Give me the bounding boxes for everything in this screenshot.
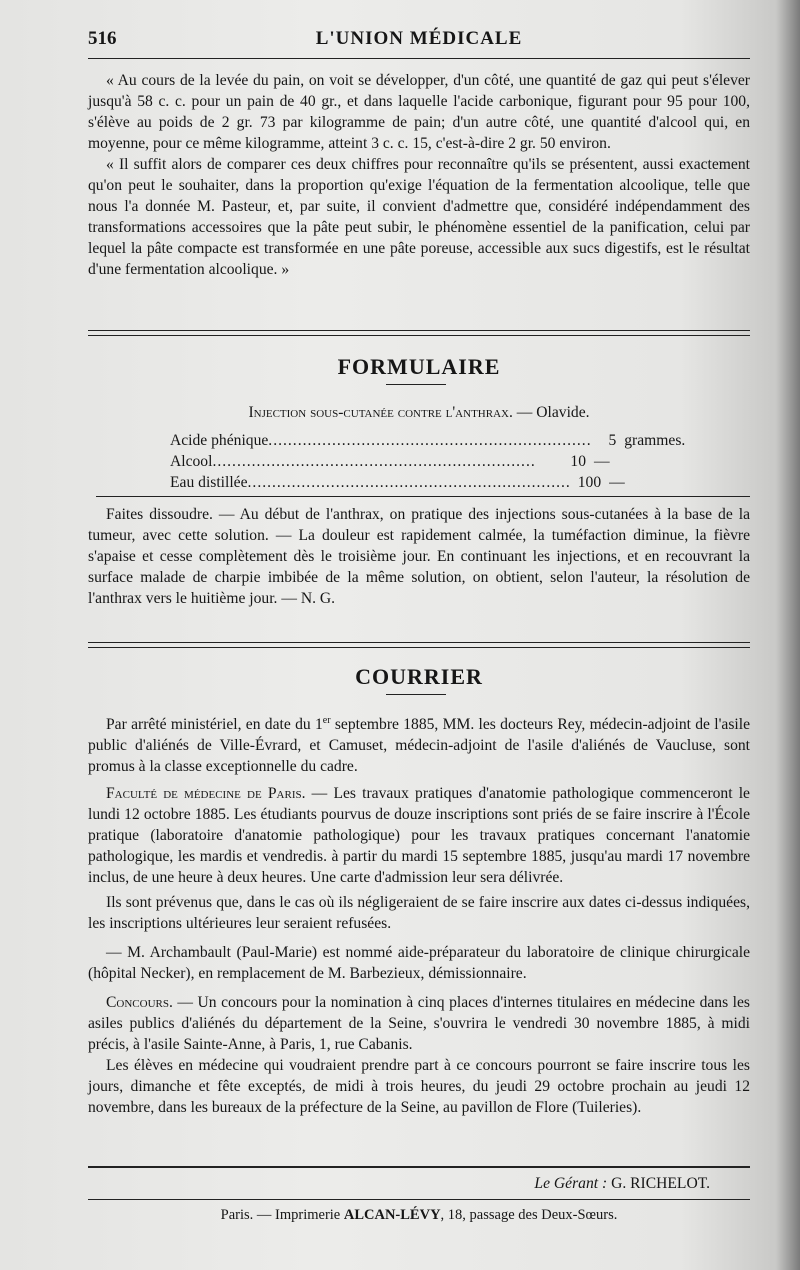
news-text: — Un concours pour la nomination à cinq places d'internes titulaires en médecine dans les asiles publics d'aliénés du département de la Seine, s'ouvrira le vendredi 30 novembre 1885, à midi précis, à l'asile Sainte-Anne, à Paris, 1, rue Cabanis. [88, 994, 750, 1054]
title-underline [386, 694, 446, 695]
ingredient-unit: — [609, 474, 625, 491]
leader-dots: .................................................................. [212, 453, 536, 470]
leader-dots: .................................................................. [268, 432, 592, 449]
formula-name: Injection sous-cutanée contre l'anthrax. [248, 404, 513, 421]
ingredient-list [170, 430, 690, 493]
formula-instructions: Faites dissoudre. — Au début de l'anthrax, on pratique des injections sous-cutanées à la base de la tumeur, avec cette solution. — La douleur est rapidement calmée, la tuméfaction diminue, la fièvre s'apaise et cesse complètement dès le troisième jour. En continuant les injections, et en recouvrant la surface malade de charpie imbibée de la même solution, on obtient, selon l'auteur, la résolution de l'anthrax vers le huitième jour. — N. G. [88, 506, 750, 607]
courrier-title: COURRIER [355, 664, 483, 689]
ordinal-suffix: er [322, 715, 331, 726]
news-item: Ils sont prévenus que, dans le cas où ils négligeraient de se faire inscrire aux dates ci-dessus indiquées, les inscriptions ultérieures leur seraient refusées. [88, 894, 750, 933]
news-lead: Faculté de médecine de Paris. [106, 785, 306, 803]
news-lead: Concours. [106, 994, 173, 1012]
quote-paragraph: « Il suffit alors de comparer ces deux chiffres pour reconnaître qu'ils se présentent, aussi exactement qu'on peut le souhaiter, dans la proportion qu'exige l'équation de la fermentation alcoolique, telle que nous l'a donnée M. Pasteur, et, par suite, il convient d'admettre que, considéré indépendamment des transformations accessoires que la pâte peut subir, le phénomène essentiel de la panification, celui par lequel la pâte compacte est transformée en une pâte poreuse, accessible aux sucs digestifs, est le résultat d'une fermentation alcoolique. » [88, 156, 750, 278]
footer-rule [88, 1166, 750, 1168]
leader-dots: .................................................................. [247, 474, 571, 491]
gerant-name: G. RICHELOT. [611, 1175, 710, 1192]
formula-rule [96, 496, 750, 497]
quote-block [88, 70, 750, 280]
ingredient-row [170, 430, 690, 451]
ingredient-unit: — [594, 453, 610, 470]
imprint-text: , 18, passage des Deux-Sœurs. [440, 1207, 618, 1223]
printer-name: ALCAN-LÉVY [343, 1207, 441, 1223]
quote-paragraph: « Au cours de la levée du pain, on voit se développer, d'un côté, une quantité de gaz qui peut s'élever jusqu'à 58 c. c. pour un pain de 40 gr., et dans laquelle l'acide carbonique, figurant pour 95 pour 100, s'élève au poids de 2 gr. 73 par kilogramme de pain; d'un autre côté, une quantité d'alcool qui, en moyenne, pour ce même kilogramme, atteint 3 c. c. 15, c'est-à-dire 2 gr. 50 environ. [88, 72, 750, 152]
gerant-signature [88, 1175, 710, 1193]
section-divider [88, 642, 750, 648]
news-text: septembre 1885, MM. les docteurs Rey, médecin-adjoint de l'asile public d'aliénés de Ville-Évrard, et Camuset, médecin-adjoint de l'asile d'aliénés de Vaucluse, sont promus à la classe exceptionnelle du cadre. [88, 716, 750, 776]
ingredient-unit: grammes. [624, 432, 686, 449]
ingredient-name: Eau distillée [170, 474, 248, 491]
news-text: Par arrêté ministériel, en date du 1 [106, 716, 323, 734]
title-underline [386, 384, 446, 385]
ingredient-name: Alcool [170, 453, 213, 470]
imprint-rule [88, 1199, 750, 1200]
news-item [88, 783, 750, 888]
imprint-text: Paris. — Imprimerie [220, 1207, 344, 1223]
news-item [88, 992, 750, 1055]
news-item [88, 710, 750, 777]
news-item: — M. Archambault (Paul-Marie) est nommé aide-préparateur du laboratoire de clinique chirurgicale (hôpital Necker), en remplacement de M. Barbezieux, démissionnaire. [88, 944, 750, 983]
ingredient-row [170, 451, 690, 472]
ingredient-qty: 10 [570, 453, 586, 470]
news-text: — Les travaux pratiques d'anatomie pathologique commenceront le lundi 12 octobre 1885. Les étudiants pourvus de douze inscriptions sont priés de se faire inscrire à l'École pratique (laboratoire d'anatomie pathologique) pour les travaux pratiques concernant l'anatomie pathologique, les mardis et vendredis. à partir du mardi 15 septembre 1885, jusqu'au mardi 17 novembre inclus, de une heure à deux heures. Une carte d'admission leur sera délivrée. [88, 785, 750, 887]
printer-imprint [88, 1207, 750, 1224]
news-item: Les élèves en médecine qui voudraient prendre part à ce concours pourront se faire inscrire tous les jours, dimanche et fête exceptés, de midi à trois heures, du jeudi 29 octobre prochain au jeudi 12 novembre, dans les bureaux de la préfecture de la Seine, au pavillon de Flore (Tuileries). [88, 1057, 750, 1117]
courrier-body [88, 710, 750, 1118]
ingredient-qty: 100 [577, 474, 602, 491]
ingredient-row [170, 472, 690, 493]
formulaire-title: FORMULAIRE [337, 354, 501, 379]
header-rule [88, 58, 750, 59]
page-number: 516 [88, 28, 117, 49]
section-divider [88, 330, 750, 336]
running-head [88, 28, 750, 54]
journal-title: L'UNION MÉDICALE [315, 28, 523, 49]
formula-author: — Olavide. [516, 404, 590, 421]
formula-body [88, 504, 750, 609]
formula-subtitle [88, 404, 750, 422]
gerant-label: Le Gérant : [534, 1175, 608, 1192]
ingredient-name: Acide phénique [170, 432, 269, 449]
ingredient-qty: 5 [608, 432, 617, 449]
